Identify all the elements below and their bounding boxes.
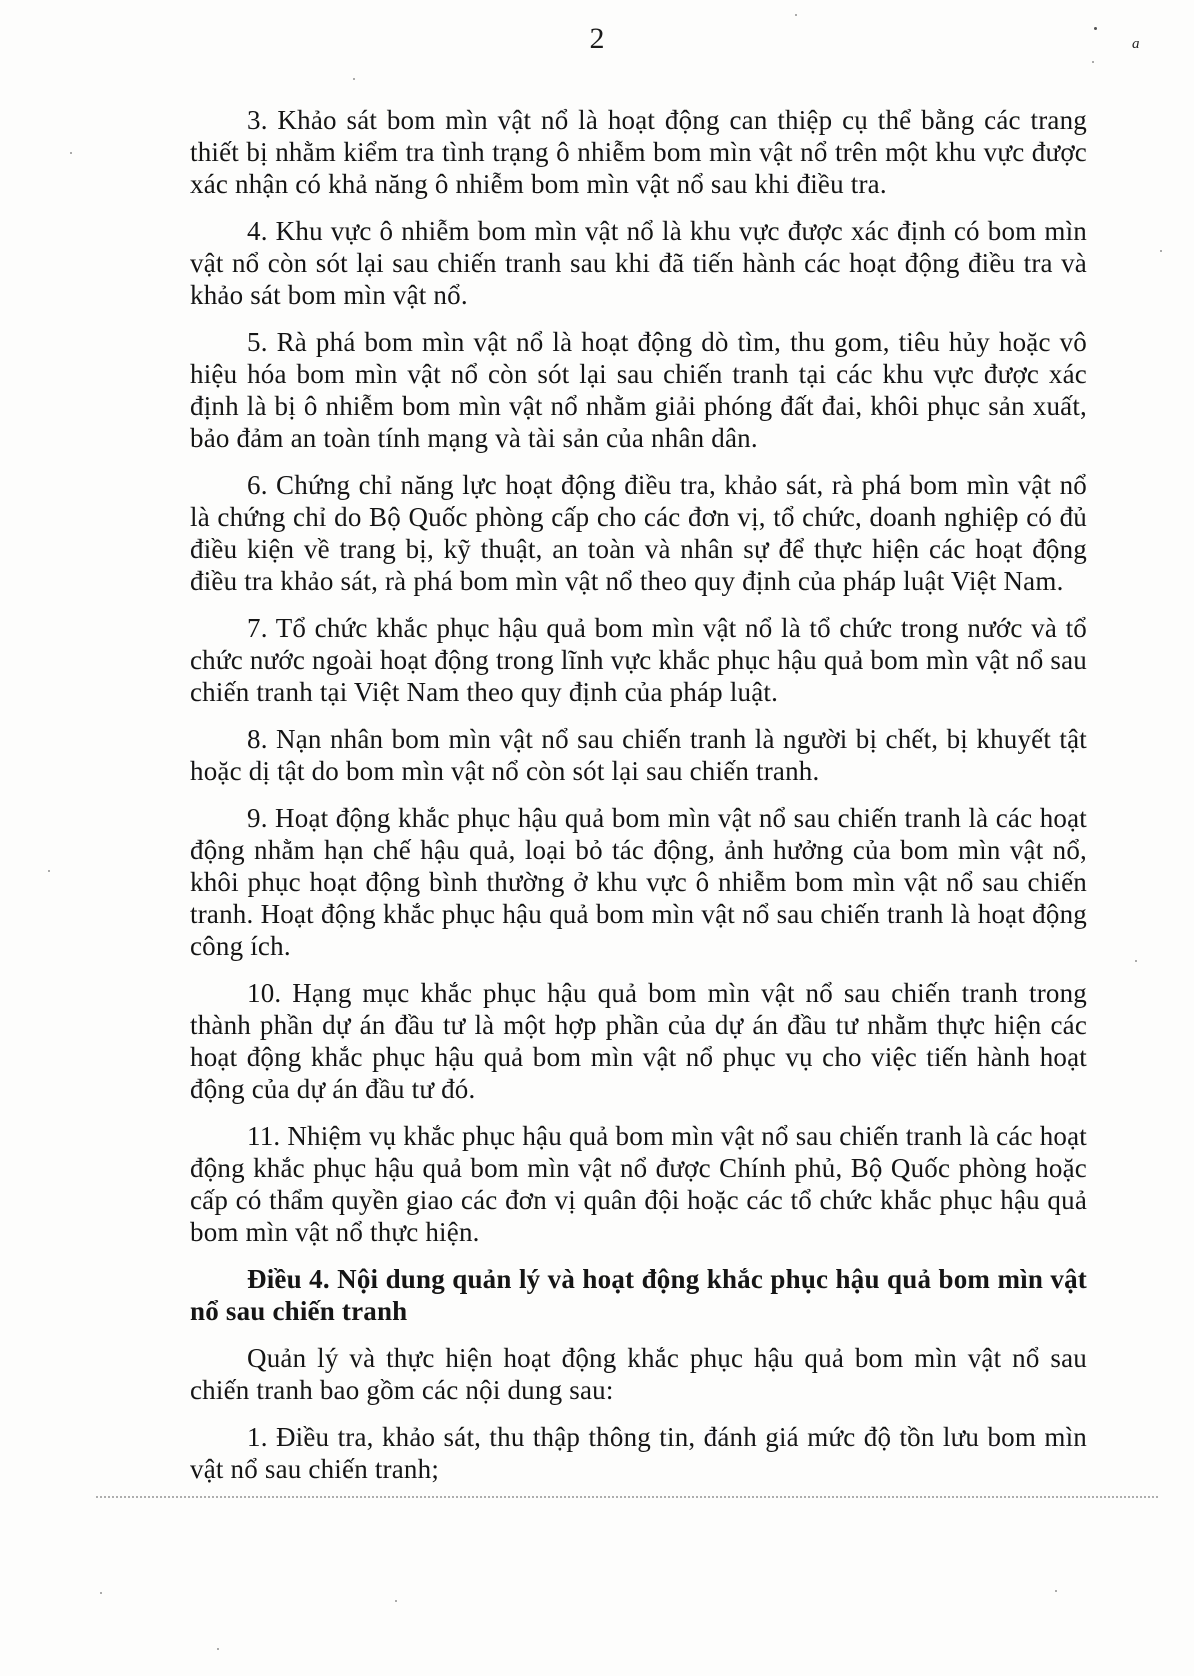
- definition-item-9: 9. Hoạt động khắc phục hậu quả bom mìn vật nổ sau chiến tranh là các hoạt động nhằm hạn chế hậu quả, loại bỏ tác động, ảnh hưởng của bom mìn vật nổ, khôi phục hoạt động bình thường ở khu vực ô nhiễm bom mìn vật nổ sau chiến tranh. Hoạt động khắc phục hậu quả bom mìn vật nổ sau chiến tranh là hoạt động công ích.: [190, 803, 1087, 961]
- scan-noise-mark: a: [1132, 36, 1140, 52]
- scan-noise-speck: [795, 14, 797, 16]
- scan-noise-speck: [48, 870, 50, 872]
- article-4-intro: Quản lý và thực hiện hoạt động khắc phục hậu quả bom mìn vật nổ sau chiến tranh bao gồm các nội dung sau:: [190, 1343, 1087, 1405]
- definition-item-6: 6. Chứng chỉ năng lực hoạt động điều tra, khảo sát, rà phá bom mìn vật nổ là chứng chỉ do Bộ Quốc phòng cấp cho các đơn vị, tổ chức, doanh nghiệp có đủ điều kiện về trang bị, kỹ thuật, an toàn và nhân sự để thực hiện các hoạt động điều tra khảo sát, rà phá bom mìn vật nổ theo quy định của pháp luật Việt Nam.: [190, 470, 1087, 596]
- scan-noise-speck: [1094, 27, 1097, 30]
- definition-item-11: 11. Nhiệm vụ khắc phục hậu quả bom mìn vật nổ sau chiến tranh là các hoạt động khắc phục hậu quả bom mìn vật nổ được Chính phủ, Bộ Quốc phòng hoặc cấp có thẩm quyền giao các đơn vị quân đội hoặc các tổ chức khắc phục hậu quả bom mìn vật nổ thực hiện.: [190, 1121, 1087, 1247]
- definition-item-3: 3. Khảo sát bom mìn vật nổ là hoạt động can thiệp cụ thể bằng các trang thiết bị nhằm kiểm tra tình trạng ô nhiễm bom mìn vật nổ trên một khu vực được xác nhận có khả năng ô nhiễm bom mìn vật nổ sau khi điều tra.: [190, 105, 1087, 199]
- definition-item-5: 5. Rà phá bom mìn vật nổ là hoạt động dò tìm, thu gom, tiêu hủy hoặc vô hiệu hóa bom mìn vật nổ còn sót lại sau chiến tranh tại các khu vực được xác định là bị ô nhiễm bom mìn vật nổ nhằm giải phóng đất đai, khôi phục sản xuất, bảo đảm an toàn tính mạng và tài sản của nhân dân.: [190, 327, 1087, 453]
- scan-noise-speck: [1160, 250, 1162, 252]
- scan-noise-speck: [395, 1600, 397, 1602]
- scan-noise-speck: [1135, 960, 1137, 962]
- definition-item-7: 7. Tổ chức khắc phục hậu quả bom mìn vật nổ là tổ chức trong nước và tổ chức nước ngoài hoạt động trong lĩnh vực khắc phục hậu quả bom mìn vật nổ sau chiến tranh tại Việt Nam theo quy định của pháp luật.: [190, 613, 1087, 707]
- article-4-item-1: 1. Điều tra, khảo sát, thu thập thông tin, đánh giá mức độ tồn lưu bom mìn vật nổ sau chiến tranh;: [190, 1422, 1087, 1484]
- scan-noise-speck: [217, 1648, 219, 1650]
- scan-noise-speck: [1092, 61, 1094, 63]
- scan-noise-speck: [1055, 1590, 1057, 1592]
- scan-noise-speck: [70, 152, 72, 154]
- definition-item-4: 4. Khu vực ô nhiễm bom mìn vật nổ là khu vực được xác định có bom mìn vật nổ còn sót lại sau chiến tranh sau khi đã tiến hành các hoạt động điều tra và khảo sát bom mìn vật nổ.: [190, 216, 1087, 310]
- scan-noise-speck: [353, 78, 355, 80]
- scan-artifact-dotted-line: [96, 1496, 1158, 1498]
- definition-item-8: 8. Nạn nhân bom mìn vật nổ sau chiến tranh là người bị chết, bị khuyết tật hoặc dị tật do bom mìn vật nổ còn sót lại sau chiến tranh.: [190, 724, 1087, 786]
- definition-item-10: 10. Hạng mục khắc phục hậu quả bom mìn vật nổ sau chiến tranh trong thành phần dự án đầu tư là một hợp phần của dự án đầu tư nhằm thực hiện các hoạt động khắc phục hậu quả bom mìn vật nổ phục vụ cho việc tiến hành hoạt động của dự án đầu tư đó.: [190, 978, 1087, 1104]
- page-number: 2: [589, 22, 605, 55]
- article-4-heading: Điều 4. Nội dung quản lý và hoạt động khắc phục hậu quả bom mìn vật nổ sau chiến tranh: [190, 1264, 1087, 1326]
- scan-noise-speck: [100, 1592, 102, 1594]
- document-body: [190, 104, 1087, 1500]
